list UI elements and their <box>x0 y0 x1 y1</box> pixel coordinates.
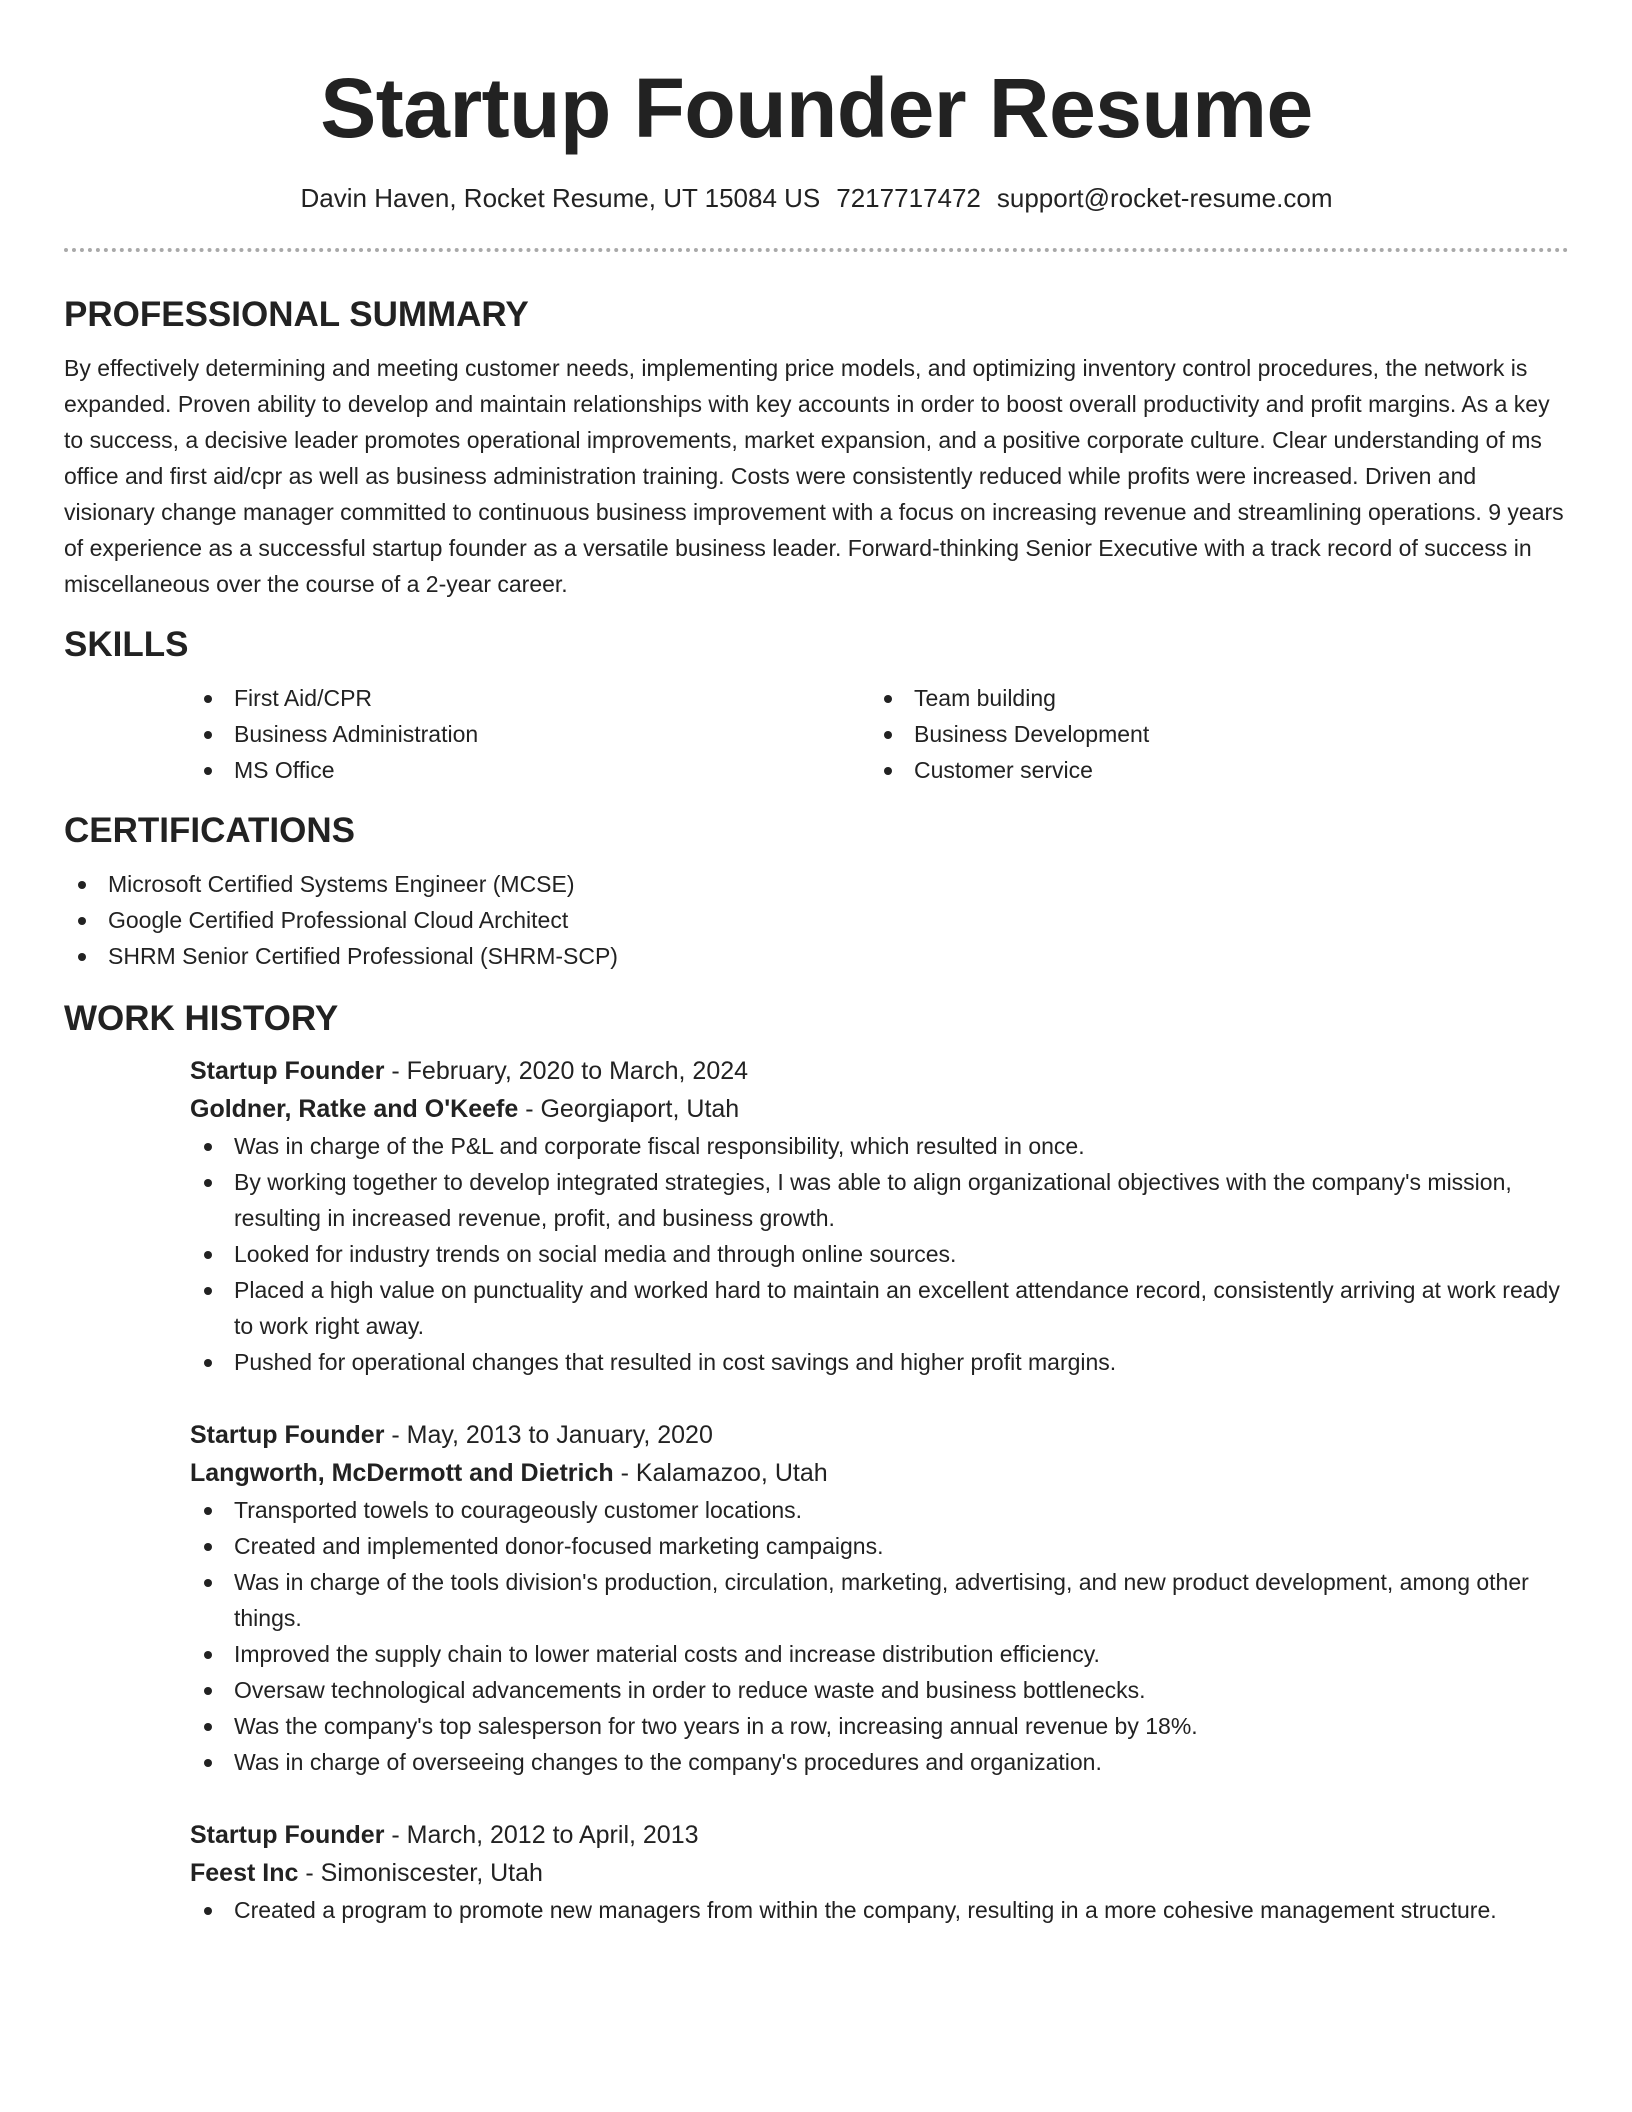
job-title-line <box>190 1416 1569 1454</box>
list-item: Team building <box>870 680 1550 716</box>
resume-title: Startup Founder Resume <box>320 61 1313 155</box>
list-item: Transported towels to courageously customer locations. <box>190 1492 1569 1528</box>
job-title: Startup Founder <box>190 1821 385 1849</box>
job-location: - Georgiaport, Utah <box>518 1095 740 1123</box>
list-item: Pushed for operational changes that resulted in cost savings and higher profit margins. <box>190 1344 1569 1380</box>
list-item: Improved the supply chain to lower material costs and increase distribution efficiency. <box>190 1636 1569 1672</box>
list-item: First Aid/CPR <box>190 680 870 716</box>
list-item: Was in charge of the P&L and corporate fiscal responsibility, which resulted in once. <box>190 1128 1569 1164</box>
job-title: Startup Founder <box>190 1421 385 1449</box>
job-company-line <box>190 1454 1569 1492</box>
skills-heading: SKILLS <box>64 625 189 664</box>
job-bullets <box>190 1492 1569 1780</box>
job-company: Feest Inc <box>190 1859 299 1887</box>
summary-text: By effectively determining and meeting customer needs, implementing price models, and optimizing inventory control procedures, the network is expanded. Proven ability to develop and maintain relationships with key accounts in order to boost overall productivity and profit margins. As a key to success, a decisive leader promotes operational improvements, market expansion, and a positive corporate culture. Clear understanding of ms office and first aid/cpr as well as business administration training. Costs were consistently reduced while profits were increased. Driven and visionary change manager committed to continuous business improvement with a focus on increasing revenue and streamlining operations. 9 years of experience as a successful startup founder as a versatile business leader. Forward-thinking Senior Executive with a track record of success in miscellaneous over the course of a 2-year career. <box>64 355 1564 597</box>
work-history-heading: WORK HISTORY <box>64 999 339 1038</box>
job-location: - Simoniscester, Utah <box>298 1859 543 1887</box>
list-item: Was in charge of overseeing changes to the company's procedures and organization. <box>190 1744 1569 1780</box>
list-item: Business Development <box>870 716 1550 752</box>
certifications-list <box>64 866 1569 974</box>
job-company-line <box>190 1854 1569 1892</box>
list-item: Microsoft Certified Systems Engineer (MCSE) <box>64 866 1569 902</box>
list-item: Business Administration <box>190 716 870 752</box>
job-title-line <box>190 1052 1569 1090</box>
skills-grid <box>190 680 1569 788</box>
contact-address: Davin Haven, Rocket Resume, UT 15084 US <box>300 183 821 213</box>
job-title: Startup Founder <box>190 1057 385 1085</box>
summary-heading: PROFESSIONAL SUMMARY <box>64 295 529 334</box>
skills-section <box>64 624 1569 788</box>
job-dates: - February, 2020 to March, 2024 <box>384 1057 749 1085</box>
certifications-section <box>64 810 1569 974</box>
resume-page <box>64 0 1569 1928</box>
job-dates: - March, 2012 to April, 2013 <box>384 1821 699 1849</box>
job-entry <box>190 1052 1569 1380</box>
contact-phone: 7217717472 <box>836 183 981 213</box>
list-item: Looked for industry trends on social media and through online sources. <box>190 1236 1569 1272</box>
job-entry <box>190 1416 1569 1780</box>
list-item: Placed a high value on punctuality and worked hard to maintain an excellent attendance record, consistently arriving at work ready to work right away. <box>190 1272 1569 1344</box>
contact-email: support@rocket-resume.com <box>996 183 1333 213</box>
list-item: Customer service <box>870 752 1550 788</box>
certifications-heading: CERTIFICATIONS <box>64 811 356 850</box>
skills-list-left <box>190 680 870 788</box>
list-item: By working together to develop integrated strategies, I was able to align organizational objectives with the company's mission, resulting in increased revenue, profit, and business growth. <box>190 1164 1569 1236</box>
contact-line <box>64 182 1569 214</box>
job-company: Langworth, McDermott and Dietrich <box>190 1459 614 1487</box>
job-company-line <box>190 1090 1569 1128</box>
job-entry <box>190 1816 1569 1928</box>
summary-section <box>64 294 1569 602</box>
list-item: Was the company's top salesperson for two years in a row, increasing annual revenue by 18%. <box>190 1708 1569 1744</box>
job-location: - Kalamazoo, Utah <box>613 1459 828 1487</box>
list-item: Google Certified Professional Cloud Architect <box>64 902 1569 938</box>
list-item: Oversaw technological advancements in order to reduce waste and business bottlenecks. <box>190 1672 1569 1708</box>
list-item: MS Office <box>190 752 870 788</box>
header-divider <box>64 248 1569 252</box>
list-item: Was in charge of the tools division's production, circulation, marketing, advertising, and new product development, among other things. <box>190 1564 1569 1636</box>
work-history-section <box>64 998 1569 1928</box>
skills-list-right <box>870 680 1550 788</box>
list-item: Created and implemented donor-focused marketing campaigns. <box>190 1528 1569 1564</box>
job-bullets <box>190 1128 1569 1380</box>
job-bullets <box>190 1892 1569 1928</box>
job-title-line <box>190 1816 1569 1854</box>
job-dates: - May, 2013 to January, 2020 <box>384 1421 713 1449</box>
job-company: Goldner, Ratke and O'Keefe <box>190 1095 519 1123</box>
list-item: Created a program to promote new managers from within the company, resulting in a more cohesive management structure. <box>190 1892 1569 1928</box>
list-item: SHRM Senior Certified Professional (SHRM-SCP) <box>64 938 1569 974</box>
